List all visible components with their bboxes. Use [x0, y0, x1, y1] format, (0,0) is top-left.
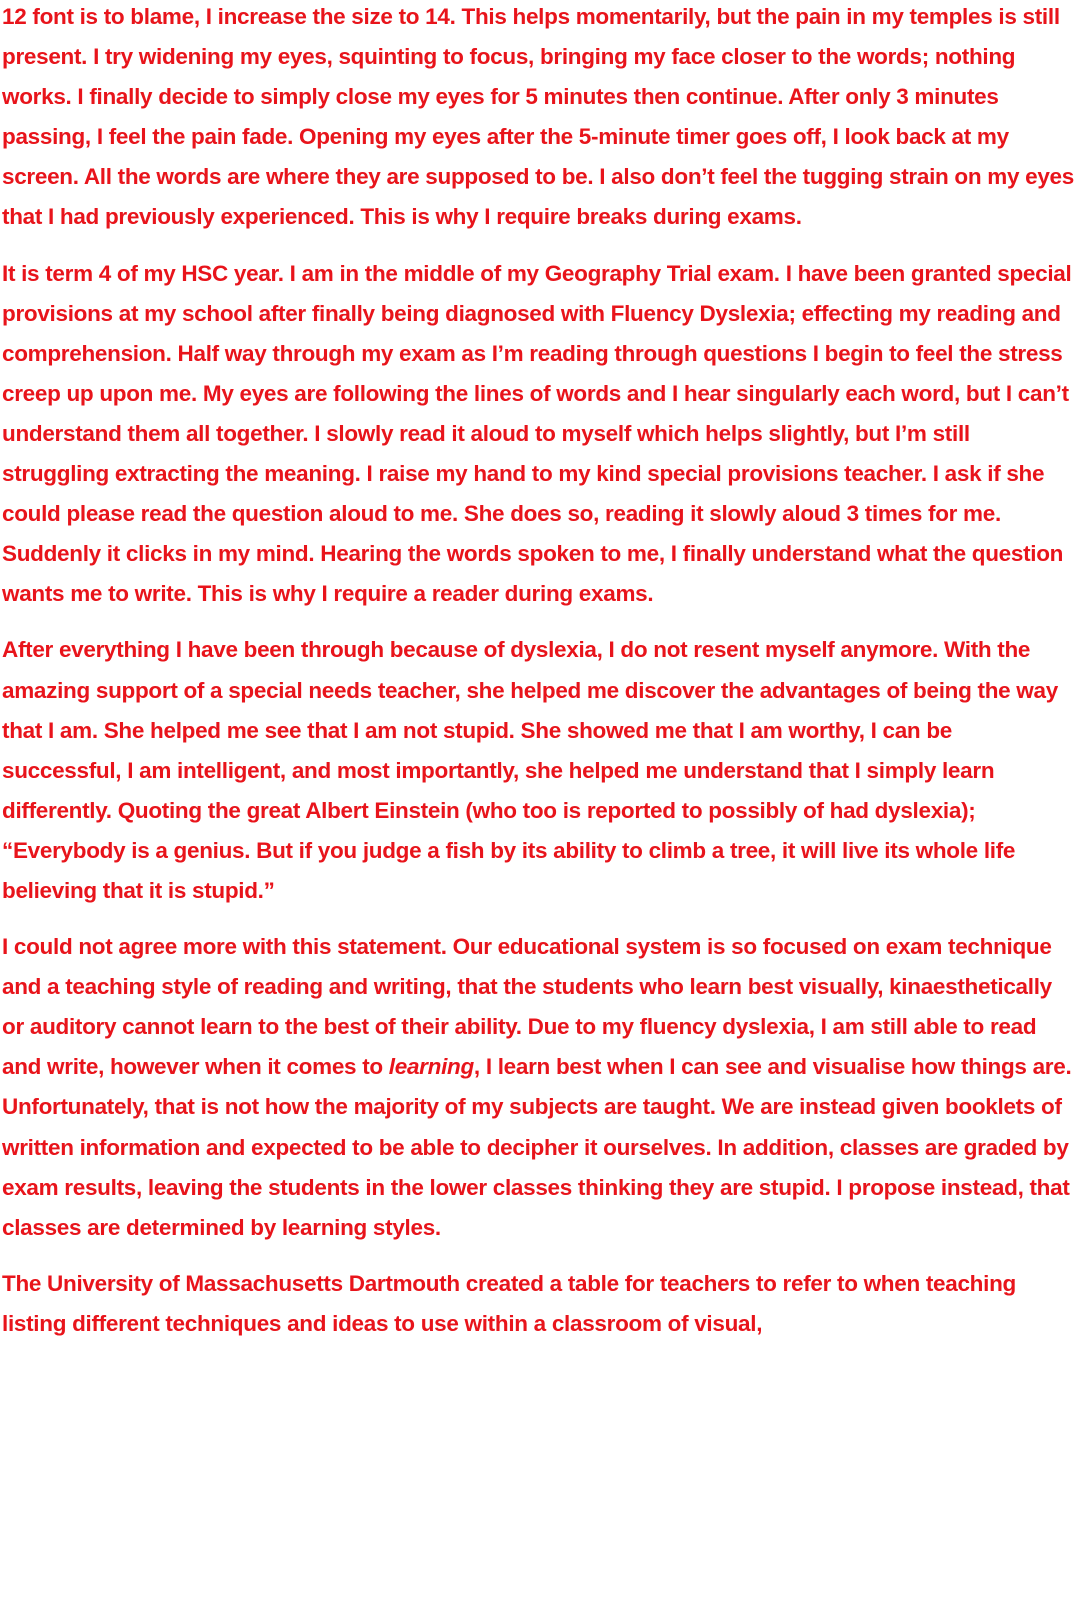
paragraph-umass-table: The University of Massachusetts Dartmouth created a table for teachers to refer to when teaching listing different techniques and ideas to use within a classroom of visual, — [2, 1270, 1016, 1336]
paragraph-learning-styles — [2, 927, 1075, 1248]
paragraph-text-segment: I could not agree more with this statement. Our educational system is so focused on exam technique and a teaching style of reading and writing, that the students who learn best visually, kinaesthetically or auditory cannot learn to the best of their ability. Due to my fluency dyslexia, I am still able to read and write, however when it comes to — [2, 934, 1052, 1080]
paragraph-reader-during-exams: It is term 4 of my HSC year. I am in the middle of my Geography Trial exam. I have been granted special provisions at my school after finally being diagnosed with Fluency Dyslexia; effecting my reading and comprehension. Half way through my exam as I’m reading through questions I begin to feel the stress creep up upon me. My eyes are following the lines of words and I hear singularly each word, but I can’t understand them all together. I slowly read it aloud to myself which helps slightly, but I’m still struggling extracting the meaning. I raise my hand to my kind special provisions teacher. I ask if she could please read the question aloud to me. She does so, reading it slowly aloud 3 times for me. Suddenly it clicks in my mind. Hearing the words spoken to me, I finally understand what the question wants me to write. This is why I require a reader during exams. — [2, 260, 1072, 607]
paragraph-breaks-during-exams: 12 font is to blame, I increase the size to 14. This helps momentarily, but the pain in my temples is still present. I try widening my eyes, squinting to focus, bringing my face closer to the words; nothing works. I finally decide to simply close my eyes for 5 minutes then continue. After only 3 minutes passing, I feel the pain fade. Opening my eyes after the 5-minute timer goes off, I look back at my screen. All the words are where they are supposed to be. I also don’t feel the tugging strain on my eyes that I had previously experienced. This is why I require breaks during exams. — [2, 4, 1074, 230]
paragraph-einstein-quote: After everything I have been through because of dyslexia, I do not resent myself anymore. With the amazing support of a special needs teacher, she helped me discover the advantages of being the way that I am. She helped me see that I am not stupid. She showed me that I am worthy, I can be successful, I am intelligent, and most importantly, she helped me understand that I simply learn differently. Quoting the great Albert Einstein (who too is reported to possibly of had dyslexia); “Everybody is a genius. But if you judge a fish by its ability to climb a tree, it will live its whole life believing that it is stupid.” — [2, 637, 1058, 903]
paragraph-text-segment: , I learn best when I can see and visualise how things are. Unfortunately, that is not how the majority of my subjects are taught. We are instead given booklets of written information and expected to be able to decipher it ourselves. In addition, classes are graded by exam results, leaving the students in the lower classes thinking they are stupid. I propose instead, that classes are determined by learning styles. — [2, 1054, 1072, 1240]
italic-word-learning: learning — [388, 1054, 474, 1080]
